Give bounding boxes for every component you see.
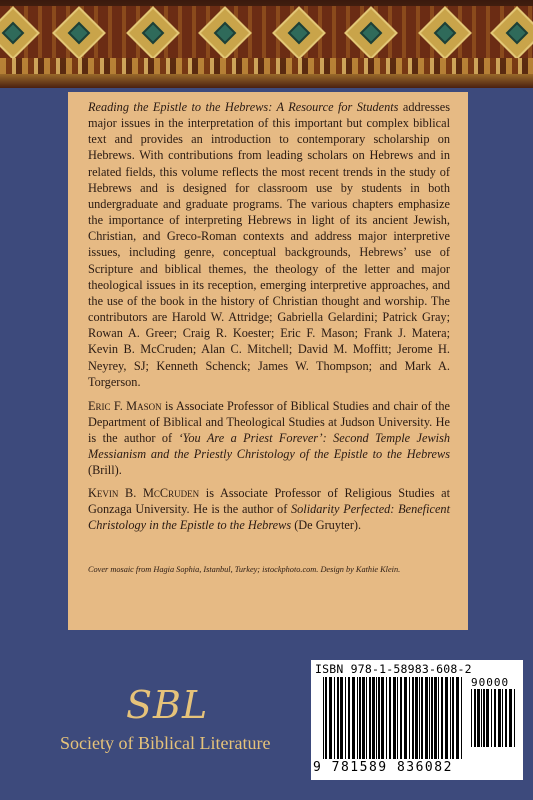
isbn-text: ISBN 978-1-58983-608-2 (315, 662, 472, 676)
barcode-bar (352, 677, 355, 759)
barcode-bar (348, 677, 350, 759)
price-code: 90000 (471, 676, 510, 689)
barcode-bar (359, 677, 361, 759)
barcode-bar (438, 677, 439, 759)
barcode-bar (498, 689, 501, 747)
barcode-bar (386, 677, 387, 759)
mosaic-border-shadow (0, 74, 533, 88)
barcode-bar (471, 689, 472, 747)
bio-book-title: Solidarity Perfected: Beneficent Christology in the Epistle to the Hebrews (88, 501, 450, 532)
barcode-bar (409, 677, 410, 759)
publisher-name: Society of Biblical Literature (60, 733, 271, 753)
barcode-bar (366, 677, 367, 759)
bio-publisher: (De Gruyter). (294, 517, 362, 532)
barcode-bar (429, 677, 430, 759)
barcode-bar (369, 677, 371, 759)
barcode-bar (425, 677, 428, 759)
bio-publisher: (Brill). (88, 463, 122, 478)
barcode-bar (376, 677, 377, 759)
barcode-bar (474, 689, 476, 747)
description-text: addresses major issues in the interpretation of this important but complex biblical text and provides an introduction to contemporary scholarship on Hebrews. With contributions from leading scholars on Hebrews and in related fields, this volume reflects the most recent trends in the study of Hebrews and is designed for classroom use by students in both undergraduate and graduate programs. The various chapters emphasize the importance of interpreting Hebrews in light of its ancient Jewish, Christian, and Greco-Roman contexts and address major interpretive issues, including genre, conceptual backgrounds, Hebrews’ use of Scripture and biblical themes, the theology of the letter and major theological issues in its reception, emerging interpretive approaches, and the use of the book in the history of Christian thought and worship. The contributors are Harold W. Attridge; Gabriella Gelardini; Patrick Gray; Rowan A. Greer; Craig R. Koester; Eric F. Mason; Frank J. Matera; Kevin B. McCruden; Alan C. Mitchell; David M. Moffitt; Jerome H. Neyrey, SJ; Kenneth Schenck; James W. Thompson; and Mark A. Torgerson. (88, 100, 451, 389)
barcode-bar (357, 677, 358, 759)
barcode-bar (509, 689, 512, 747)
barcode-bar (372, 677, 375, 759)
publisher-logo (60, 683, 320, 773)
text-panel (68, 92, 468, 630)
barcode-bar (381, 677, 384, 759)
author-bio-mccruden (88, 485, 450, 533)
bio-text: is Associate Professor of Religious Studies at Gonzaga University. He is the author of (88, 485, 451, 516)
barcode-bar (325, 677, 327, 759)
cover-credit: Cover mosaic from Hagia Sophia, Istanbul, Turkey; istockphoto.com. Design by Kathie Klein. (88, 565, 401, 575)
barcode-bar (412, 677, 414, 759)
author-bio-mason (88, 398, 450, 479)
bio-text: is Associate Professor of Biblical Studies and chair of the Department of Biblical and Theological Studies at Judson University. He is the author of (88, 398, 451, 446)
book-title: Reading the Epistle to the Hebrews: A Resource for Students (88, 100, 399, 114)
barcode-bar (419, 677, 420, 759)
barcode-bar (461, 677, 462, 759)
book-description (88, 99, 450, 390)
barcode-bar (362, 677, 365, 759)
ean-barcode-bars (323, 677, 463, 759)
barcode-bar (491, 689, 492, 747)
barcode-bar (477, 689, 480, 747)
sbl-monogram: SBL (126, 683, 209, 727)
barcode-bar (345, 677, 346, 759)
barcode-bar (404, 677, 407, 759)
barcode-bar (502, 689, 503, 747)
barcode-bar (389, 677, 391, 759)
author-name: Kevin B. McCruden (88, 485, 200, 500)
barcode-bar (514, 689, 515, 747)
barcode-bar (456, 677, 459, 759)
barcode-bar (421, 677, 423, 759)
barcode-bar (434, 677, 437, 759)
barcode-bar (505, 689, 507, 747)
barcode-bar (415, 677, 418, 759)
bio-book-title: ‘You Are a Priest Forever’: Second Temple Jewish Messianism and the Priestly Christology of the Epistle to the Hebrews (88, 431, 451, 462)
barcode-bar (431, 677, 433, 759)
barcode-bar (400, 677, 402, 759)
barcode-bar (481, 689, 482, 747)
barcode (311, 660, 523, 780)
barcode-bar (334, 677, 335, 759)
barcode-bar (483, 689, 485, 747)
mosaic-header-image (0, 0, 533, 88)
barcode-bar (329, 677, 332, 759)
barcode-bar (486, 689, 489, 747)
barcode-bar (397, 677, 398, 759)
barcode-bar (441, 677, 443, 759)
barcode-bar (393, 677, 396, 759)
ean-digits: 9 781589 836082 (313, 760, 453, 775)
barcode-bar (323, 677, 324, 759)
addon-barcode-bars (471, 689, 517, 747)
barcode-bar (340, 677, 343, 759)
barcode-bar (445, 677, 448, 759)
barcode-bar (337, 677, 339, 759)
barcode-bar (452, 677, 454, 759)
barcode-bar (494, 689, 496, 747)
barcode-bar (450, 677, 451, 759)
barcode-bar (378, 677, 380, 759)
author-name: Eric F. Mason (88, 398, 162, 413)
